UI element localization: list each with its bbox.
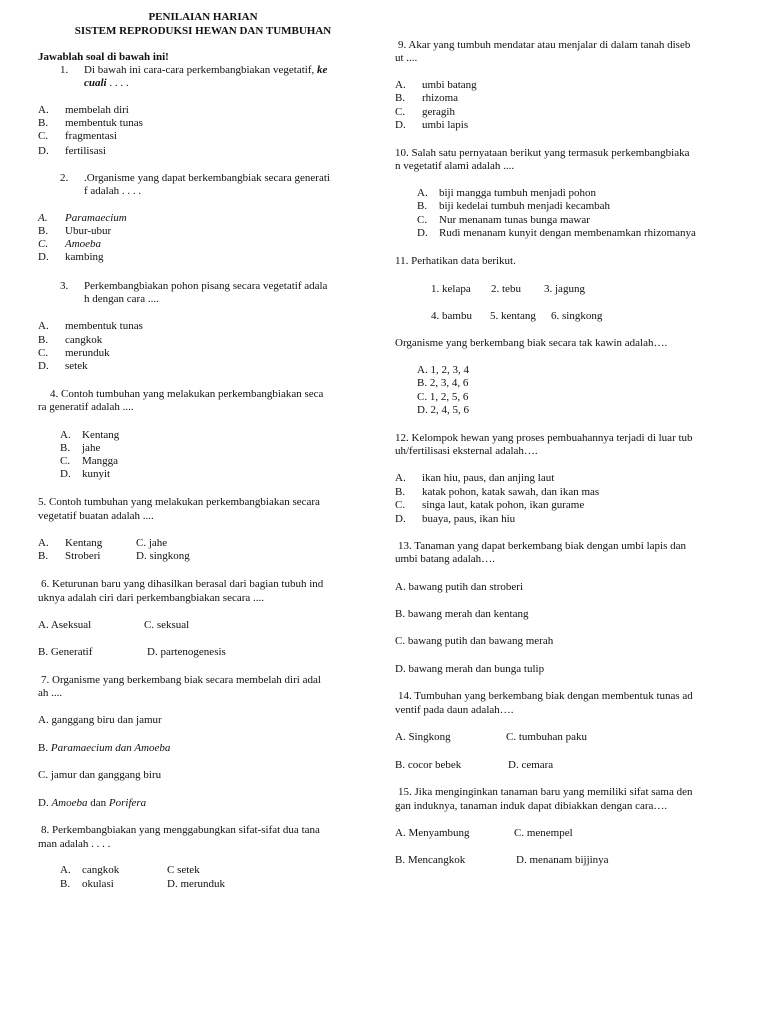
q8-option-c[interactable]: C setek (167, 864, 200, 876)
question-15-cont: gan induknya, tanaman induk dapat dibiakkan dengan cara…. (395, 800, 668, 812)
q3-option-b[interactable]: B. cangkok (38, 334, 103, 346)
q8-option-a[interactable]: A. cangkok (60, 864, 120, 876)
q2-option-b[interactable]: B. Ubur-ubur (38, 225, 112, 237)
question-2-cont: f adalah . . . . (84, 185, 142, 197)
q1-option-c[interactable]: C. fragmentasi (38, 130, 117, 142)
question-15: 15. Jika menginginkan tanaman baru yang memiliki sifat sama den (398, 786, 693, 798)
page-subtitle: SISTEM REPRODUKSI HEWAN DAN TUMBUHAN (74, 25, 332, 37)
q15-option-c[interactable]: C. menempel (514, 827, 573, 839)
q7-option-c[interactable]: C. jamur dan ganggang biru (38, 769, 162, 781)
question-8-cont: man adalah . . . . (38, 838, 111, 850)
q10-option-c[interactable]: C. Nur menanam tunas bunga mawar (417, 214, 590, 226)
q8-option-d[interactable]: D. merunduk (167, 878, 226, 890)
q5-option-c[interactable]: C. jahe (136, 537, 168, 549)
q4-option-b[interactable]: B. jahe (60, 442, 101, 454)
question-4-cont: ra generatif adalah .... (38, 401, 134, 413)
q13-option-c[interactable]: C. bawang putih dan bawang merah (395, 635, 554, 647)
question-3: 3. Perkembangbiakan pohon pisang secara vegetatif adala (60, 280, 328, 292)
q4-option-c[interactable]: C. Mangga (60, 455, 119, 467)
q12-option-a[interactable]: A. ikan hiu, paus, dan anjing laut (395, 472, 555, 484)
q10-option-b[interactable]: B. biji kedelai tumbuh menjadi kecambah (417, 200, 611, 212)
q8-option-b[interactable]: B. okulasi (60, 878, 114, 890)
question-1-cont: cuali . . . . (84, 77, 129, 89)
instruction: Jawablah soal di bawah ini! (38, 51, 169, 63)
q9-option-a[interactable]: A. umbi batang (395, 79, 477, 91)
q15-option-b[interactable]: B. Mencangkok (395, 854, 466, 866)
question-6: 6. Keturunan baru yang dihasilkan berasal dari bagian tubuh ind (41, 578, 324, 590)
q12-option-d[interactable]: D. buaya, paus, ikan hiu (395, 513, 516, 525)
question-6-cont: uknya adalah ciri dari perkembangbiakan secara .... (38, 592, 265, 604)
q14-option-b[interactable]: B. cocor bebek (395, 759, 462, 771)
q5-option-d[interactable]: D. singkong (136, 550, 190, 562)
q14-option-c[interactable]: C. tumbuhan paku (506, 731, 587, 743)
q13-option-b[interactable]: B. bawang merah dan kentang (395, 608, 529, 620)
question-7: 7. Organisme yang berkembang biak secara membelah diri adal (41, 674, 321, 686)
question-8: 8. Perkembangbiakan yang menggabungkan sifat-sifat dua tana (41, 824, 320, 836)
q10-option-a[interactable]: A. biji mangga tumbuh menjadi pohon (417, 187, 597, 199)
q3-option-d[interactable]: D. setek (38, 360, 88, 372)
q2-option-a[interactable]: A. Paramaecium (38, 212, 127, 224)
q10-option-d[interactable]: D. Rudi menanam kunyit dengan membenamkan rhizomanya (417, 227, 696, 239)
q11-option-c[interactable]: C. 1, 2, 5, 6 (417, 391, 469, 403)
question-13: 13. Tanaman yang dapat berkembang biak dengan umbi lapis dan (398, 540, 686, 552)
question-7-cont: ah .... (38, 687, 63, 699)
q11-option-b[interactable]: B. 2, 3, 4, 6 (417, 377, 469, 389)
q4-option-d[interactable]: D. kunyit (60, 468, 111, 480)
q6-option-b[interactable]: B. Generatif (38, 646, 93, 658)
question-14-cont: ventif pada daun adalah…. (395, 704, 514, 716)
question-10: 10. Salah satu pernyataan berikut yang termasuk perkembangbiaka (395, 147, 690, 159)
q6-option-c[interactable]: C. seksual (144, 619, 190, 631)
q1-option-d[interactable]: D. fertilisasi (38, 145, 106, 157)
q3-option-a[interactable]: A. membentuk tunas (38, 320, 143, 332)
q11-data-row-1: 1. kelapa 2. tebu 3. jagung (431, 283, 585, 295)
q2-option-d[interactable]: D. kambing (38, 251, 104, 263)
q13-option-d[interactable]: D. bawang merah dan bunga tulip (395, 663, 545, 675)
question-9: 9. Akar yang tumbuh mendatar atau menjalar di dalam tanah diseb (398, 39, 691, 51)
q1-option-a[interactable]: A. membelah diri (38, 104, 129, 116)
question-12: 12. Kelompok hewan yang proses pembuahannya terjadi di luar tub (395, 432, 693, 444)
question-9-cont: ut .... (395, 52, 418, 64)
q7-option-a[interactable]: A. ganggang biru dan jamur (38, 714, 162, 726)
question-5-cont: vegetatif buatan adalah .... (38, 510, 154, 522)
q5-option-b[interactable]: B. Stroberi (38, 550, 101, 562)
q9-option-b[interactable]: B. rhizoma (395, 92, 459, 104)
question-14: 14. Tumbuhan yang berkembang biak dengan membentuk tunas ad (398, 690, 693, 702)
q15-option-d[interactable]: D. menanam bijjinya (516, 854, 609, 866)
q5-option-a[interactable]: A. Kentang (38, 537, 103, 549)
question-2: 2. .Organisme yang dapat berkembangbiak secara generati (60, 172, 330, 184)
q6-option-a[interactable]: A. Aseksual (38, 619, 92, 631)
question-3-cont: h dengan cara .... (84, 293, 159, 305)
question-4: 4. Contoh tumbuhan yang melakukan perkembangbiakan seca (50, 388, 324, 400)
q2-option-c[interactable]: C. Amoeba (38, 238, 102, 250)
page-title: PENILAIAN HARIAN (148, 11, 258, 23)
q11-option-a[interactable]: A. 1, 2, 3, 4 (417, 364, 469, 376)
question-12-cont: uh/fertilisasi eksternal adalah…. (395, 445, 538, 457)
q11-data-row-2: 4. bambu 5. kentang 6. singkong (431, 310, 603, 322)
q9-option-d[interactable]: D. umbi lapis (395, 119, 469, 131)
q3-option-c[interactable]: C. merunduk (38, 347, 110, 359)
question-13-cont: umbi batang adalah…. (395, 553, 495, 565)
q12-option-b[interactable]: B. katak pohon, katak sawah, dan ikan mas (395, 486, 600, 498)
q1-option-b[interactable]: B. membentuk tunas (38, 117, 143, 129)
question-11-prompt: Organisme yang berkembang biak secara tak kawin adalah…. (395, 337, 668, 349)
q7-option-b[interactable]: B. Paramaecium dan Amoeba (38, 742, 171, 754)
q11-option-d[interactable]: D. 2, 4, 5, 6 (417, 404, 469, 416)
question-11: 11. Perhatikan data berikut. (395, 255, 516, 267)
q12-option-c[interactable]: C. singa laut, katak pohon, ikan gurame (395, 499, 585, 511)
q14-option-a[interactable]: A. Singkong (395, 731, 451, 743)
q9-option-c[interactable]: C. geragih (395, 106, 455, 118)
q7-option-d[interactable]: D. Amoeba dan Porifera (38, 797, 147, 809)
q14-option-d[interactable]: D. cemara (508, 759, 554, 771)
q6-option-d[interactable]: D. partenogenesis (147, 646, 226, 658)
q4-option-a[interactable]: A. Kentang (60, 429, 120, 441)
q15-option-a[interactable]: A. Menyambung (395, 827, 470, 839)
question-1: 1. Di bawah ini cara-cara perkembangbiakan vegetatif, ke (60, 64, 328, 76)
q13-option-a[interactable]: A. bawang putih dan stroberi (395, 581, 523, 593)
question-10-cont: n vegetatif alami adalah .... (395, 160, 515, 172)
question-5: 5. Contoh tumbuhan yang melakukan perkembangbiakan secara (38, 496, 320, 508)
